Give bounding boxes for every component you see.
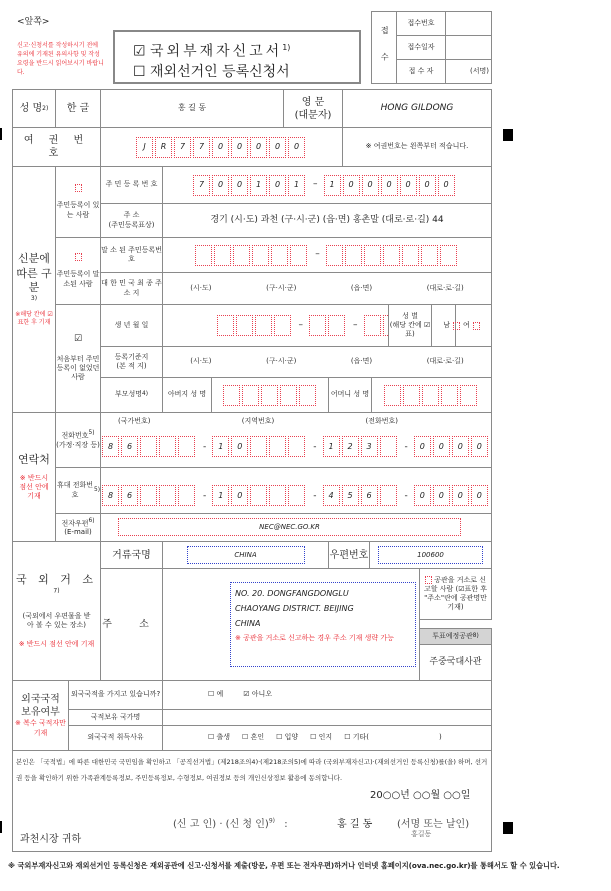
digit-box[interactable]	[326, 245, 343, 266]
digit-box[interactable]: 0	[471, 436, 488, 457]
digit-box[interactable]	[402, 245, 419, 266]
origin-field[interactable]: (시·도) (구·시·군) (읍·면) (대로·로·길)	[162, 346, 492, 378]
digit-box[interactable]	[140, 436, 157, 457]
margin-mark	[503, 129, 513, 141]
digit-box[interactable]	[236, 315, 253, 336]
digit-box[interactable]: R	[155, 137, 172, 158]
digit-box[interactable]	[250, 436, 267, 457]
receipt-date-label: 접수일자	[396, 35, 446, 60]
digit-box[interactable]	[441, 385, 458, 406]
digit-box[interactable]: 1	[212, 485, 229, 506]
english-label: 영 문 (대문자)	[283, 89, 343, 128]
digit-box[interactable]: 7	[174, 137, 191, 158]
digit-box[interactable]: 3	[361, 436, 378, 457]
postal-label: 우편번호	[328, 541, 370, 569]
digit-box[interactable]	[214, 245, 231, 266]
signature: 홍길동	[411, 830, 432, 838]
passport-note: ※ 여권번호는 왼쪽부터 적습니다.	[342, 127, 492, 167]
digit-box[interactable]	[271, 245, 288, 266]
parents-label: 부모성명 4)	[100, 377, 163, 413]
digit-box[interactable]: 0	[269, 137, 286, 158]
never-registered-option[interactable]: ☑ 처음부터 주민등록이 없었던 사람	[55, 304, 101, 413]
cancelled-rrn-label: 말 소 된 주민등록번호	[100, 237, 163, 273]
digit-box[interactable]: 1	[288, 175, 305, 196]
digit-box[interactable]	[364, 315, 381, 336]
receipt-number-label: 접수번호	[396, 11, 446, 36]
form-title-box	[113, 30, 361, 84]
digit-box[interactable]	[380, 485, 397, 506]
digit-box[interactable]: 8	[102, 436, 119, 457]
mobile-digits: 8 6 - 1 0 - 4 5 6 - 0 0 0 0	[102, 485, 490, 506]
receipt-header: 접 수	[371, 11, 397, 84]
digit-box[interactable]	[274, 315, 291, 336]
digit-box[interactable]	[422, 385, 439, 406]
mother-name-field[interactable]	[371, 377, 492, 413]
country-label: 거류국명	[100, 541, 163, 569]
reason-options	[162, 725, 492, 751]
digit-box[interactable]: 6	[121, 436, 138, 457]
gender-label: 성 별 (해당 칸에 ☑표)	[388, 304, 432, 347]
digit-box[interactable]	[380, 436, 397, 457]
receipt-number-field	[445, 11, 492, 36]
last-address-label: 대 한 민 국 최 종 주 소 지	[100, 272, 163, 305]
digit-box[interactable]	[345, 245, 362, 266]
reason-marriage[interactable]: ☐ 혼인	[242, 733, 265, 742]
foreign-country-field[interactable]	[162, 709, 492, 726]
digit-box[interactable]	[242, 385, 259, 406]
origin-label: 등록기준지 (본 적 지)	[100, 346, 163, 378]
digit-box[interactable]: 0	[362, 175, 379, 196]
foreign-country-label: 국적보유 국가명	[68, 709, 163, 726]
recipient: 과천시장 귀하	[20, 834, 82, 845]
digit-box[interactable]	[290, 245, 307, 266]
overseas-label: 국 외 거 소$^{7)}$ (국외에서 우편물을 받아 볼 수 있는 장소) ※ 반드시 점선 안에 기재	[12, 541, 101, 681]
digit-box[interactable]	[383, 245, 400, 266]
digit-box[interactable]: 5	[342, 485, 359, 506]
name-label: 성 명 2)	[12, 89, 56, 128]
checkbox[interactable]	[75, 184, 82, 192]
digit-box[interactable]: 0	[414, 436, 431, 457]
title-option-overseas-voter[interactable]: ☐ 재외선거인 등록신청서	[133, 63, 290, 80]
father-name-field[interactable]	[211, 377, 329, 413]
reason-acknowledgment[interactable]: ☐ 인지	[310, 733, 333, 742]
gender-field[interactable]: 남 여	[431, 304, 492, 347]
digit-box[interactable]	[364, 245, 381, 266]
address-label: 주 소	[100, 568, 163, 681]
postal-field[interactable]: 100600	[378, 546, 483, 564]
checkbox[interactable]	[75, 253, 82, 261]
digit-box[interactable]: 0	[288, 137, 305, 158]
email-field[interactable]: NEC@NEC.GO.KR	[118, 518, 461, 536]
mission-option[interactable]: 공관을 거소로 신고할 사람 (☑표한 후 "주소"란에 공관명만 기재)	[419, 568, 492, 620]
birth-field[interactable]: – –	[162, 304, 456, 347]
footer-note: ※ 국외부재자신고와 재외선거인 등록신청은 재외공관에 신고·신청서를 제출(방문, 우편 또는 전자우편)하거나 인터넷 홈페이지(ova.nec.go.kr)를 통해서도 할 수 있습니다.	[8, 861, 560, 870]
digit-box[interactable]	[384, 385, 401, 406]
digit-box[interactable]	[195, 245, 212, 266]
cancelled-rrn-field[interactable]: –	[162, 237, 492, 273]
digit-box[interactable]: 6	[361, 485, 378, 506]
receipt-sign: (서명)	[445, 59, 492, 84]
yes-option[interactable]: ☐ 예	[208, 690, 224, 699]
rrn-front	[193, 175, 307, 196]
digit-box[interactable]: 0	[231, 137, 248, 158]
digit-box[interactable]	[328, 315, 345, 336]
digit-box[interactable]: 6	[121, 485, 138, 506]
digit-box[interactable]	[159, 436, 176, 457]
receipt-receiver-label: 접 수 자	[396, 59, 446, 84]
digit-box[interactable]: J	[136, 137, 153, 158]
digit-box[interactable]	[250, 485, 267, 506]
foreign-label: 외국국적 보유여부 ※ 복수 국적자만 기재	[12, 680, 69, 751]
phone-column-headers: (국가번호) (지역번호) (전화번호)	[118, 417, 398, 425]
digit-box[interactable]	[299, 385, 316, 406]
address-note: ※ 공관을 거소로 신고하는 경우 주소 기재 생략 가능	[235, 634, 394, 642]
reason-other[interactable]: ☐ 기타( )	[344, 733, 442, 742]
sign-label: (서명 또는 날인)	[397, 819, 470, 830]
rrn-back	[324, 175, 457, 196]
digit-box[interactable]: 0	[419, 175, 436, 196]
english-name-field[interactable]: HONG GILDONG	[342, 89, 492, 128]
digit-box[interactable]	[288, 436, 305, 457]
digit-box[interactable]: 0	[269, 175, 286, 196]
digit-box[interactable]: 0	[471, 485, 488, 506]
digit-box[interactable]: 4	[323, 485, 340, 506]
email-label: 전자우편$^{6)}$ (E-mail)	[55, 513, 101, 542]
rrn-field[interactable]: 7 0 0 1 0 1 – 1 0 0 0 0 0 0	[162, 166, 492, 204]
digit-box[interactable]: 0	[438, 175, 455, 196]
country-cell	[162, 541, 329, 569]
digit-box[interactable]	[252, 245, 269, 266]
digit-box[interactable]	[140, 485, 157, 506]
title-option-absentee[interactable]: ☑ 국외부재자신고서$^{1)}$	[133, 43, 291, 60]
margin-mark	[503, 822, 513, 834]
reason-label: 외국국적 취득사유	[68, 725, 163, 751]
digit-box[interactable]: 0	[414, 485, 431, 506]
digit-box[interactable]: 0	[231, 436, 248, 457]
digit-box[interactable]: 0	[212, 137, 229, 158]
digit-box[interactable]	[255, 315, 272, 336]
cancelled-option[interactable]: 주민등록이 말소된 사람	[55, 237, 101, 305]
digit-box[interactable]: 2	[342, 436, 359, 457]
digit-box[interactable]	[280, 385, 297, 406]
digit-box[interactable]	[269, 436, 286, 457]
overseas-address-field[interactable]: NO. 20. DONGFANGDONGLU CHAOYANG DISTRICT. BEIJING CHINA ※ 공관을 거소로 신고하는 경우 주소 기재 생략 가능	[230, 582, 416, 667]
instruction-note: 신고·신청서를 작성하시기 전에 유의에 기재된 유의사항 및 작성요령을 반드시 읽어보시기 바랍니다.	[17, 42, 104, 76]
birth-label: 생 년 월 일	[100, 304, 163, 347]
digit-box[interactable]: 0	[452, 485, 469, 506]
mobile-label: 휴대 전화번호 5)	[55, 467, 101, 514]
registered-address-field[interactable]: 경기 (시·도) 과천 (구·시·군) (읍·면) 홍촌말 (대로·로·길) 44	[162, 203, 492, 238]
digit-box[interactable]: 0	[433, 485, 450, 506]
digit-box[interactable]	[309, 315, 326, 336]
digit-box[interactable]: 1	[323, 436, 340, 457]
passport-field[interactable]	[100, 127, 343, 167]
margin-mark	[0, 821, 2, 833]
reason-birth[interactable]: ☐ 출생	[208, 733, 231, 742]
postal-cell	[369, 541, 492, 569]
identity-label: 신분에 따른 구 분 3) ※해당 칸에 ☑표한 후 기재	[12, 166, 56, 413]
reason-adoption[interactable]: ☐ 입양	[276, 733, 299, 742]
digit-box[interactable]: 7	[193, 175, 210, 196]
passport-label: 여 권 번 호	[12, 127, 101, 167]
digit-box[interactable]: 0	[343, 175, 360, 196]
last-address-field[interactable]: (시·도) (구·시·군) (읍·면) (대로·로·길)	[162, 272, 492, 305]
passport-digits	[136, 137, 307, 158]
applicant-label: (신 고 인) · (신 청 인)$^{9)}$ :	[173, 817, 288, 830]
digit-box[interactable]: 0	[433, 436, 450, 457]
digit-box[interactable]	[288, 485, 305, 506]
signature-date: 20○○년 ○○월 ○○일	[370, 790, 471, 801]
country-field[interactable]: CHINA	[187, 546, 305, 564]
hangul-name-field[interactable]: 홍 길 동	[100, 89, 284, 128]
digit-box[interactable]	[233, 245, 250, 266]
digit-box[interactable]	[159, 485, 176, 506]
registered-option[interactable]: 주민등록이 있는 사람	[55, 166, 101, 238]
no-option[interactable]: ☑ 아니오	[243, 690, 273, 699]
digit-box[interactable]	[403, 385, 420, 406]
digit-box[interactable]: 1	[324, 175, 341, 196]
foreign-answer	[162, 680, 492, 710]
consent-text: 본인은 「국적법」에 따른 대한민국 국민임을 확인하고 「공직선거법」(제218조의4)·(제218조의5)에 따라 (국외부재자신고)·(재외선거인 등록신청)를(을) 하며, 선거권 등을 확인하기 위한 가족관계등록정보, 주민등록정보, 수형정보, 여권정보 등의 개인신상정보 활용에 동의합니다.	[16, 758, 488, 782]
digit-box[interactable]: 0	[231, 175, 248, 196]
digit-box[interactable]	[261, 385, 278, 406]
digit-box[interactable]: 0	[250, 137, 267, 158]
page-side-label: <앞쪽>	[17, 17, 50, 27]
digit-box[interactable]: 0	[231, 485, 248, 506]
vote-mission-field[interactable]: 주중국대사관	[419, 644, 492, 681]
digit-box[interactable]: 7	[193, 137, 210, 158]
phone-label: 전화번호$^{5)}$ (가정·직장 등)	[55, 412, 101, 468]
margin-mark	[0, 128, 2, 140]
contact-label: 연락처 ※ 반드시 점선 안에 기재	[12, 412, 56, 542]
digit-box[interactable]	[217, 315, 234, 336]
digit-box[interactable]	[223, 385, 240, 406]
digit-box[interactable]: 0	[452, 436, 469, 457]
mother-label: 어머니 성 명	[328, 377, 372, 413]
digit-box[interactable]: 1	[212, 436, 229, 457]
hangul-label: 한 글	[55, 89, 101, 128]
applicant-name: 홍 길 동	[337, 819, 373, 830]
digit-box[interactable]: 0	[400, 175, 417, 196]
digit-box[interactable]	[178, 485, 195, 506]
phone-digits: 8 6 - 1 0 - 1 2 3 - 0 0 0 0	[102, 436, 490, 457]
digit-box[interactable]: 0	[381, 175, 398, 196]
digit-box[interactable]	[440, 245, 457, 266]
digit-box[interactable]: 8	[102, 485, 119, 506]
rrn-label: 주 민 등 록 번 호	[100, 166, 163, 204]
digit-box[interactable]	[460, 385, 477, 406]
digit-box[interactable]: 1	[250, 175, 267, 196]
vote-mission-label: 투표예정공관 8)	[419, 628, 492, 645]
digit-box[interactable]	[269, 485, 286, 506]
address-label: 주 소 (주민등록표상)	[100, 203, 163, 238]
father-label: 아버지 성 명	[162, 377, 212, 413]
digit-box[interactable]	[421, 245, 438, 266]
foreign-question: 외국국적을 가지고 있습니까?	[68, 680, 163, 710]
receipt-date-field	[445, 35, 492, 60]
digit-box[interactable]: 0	[212, 175, 229, 196]
digit-box[interactable]	[178, 436, 195, 457]
